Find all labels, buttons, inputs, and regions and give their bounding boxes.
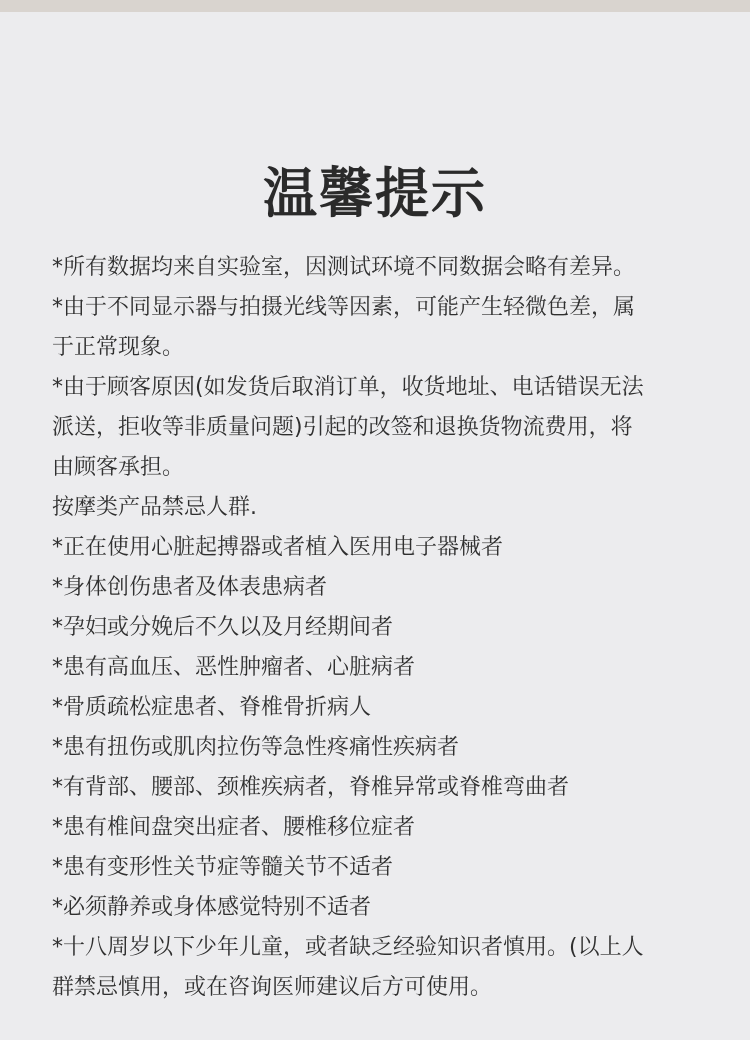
notice-line-5: 派送，拒收等非质量问题)引起的改签和退换货物流费用，将: [52, 415, 633, 440]
notice-line-3: 于正常现象。: [52, 335, 185, 360]
notice-line-18: *十八周岁以下少年儿童，或者缺乏经验知识者慎用。(以上人: [52, 935, 644, 960]
page-title: 温馨提示: [263, 162, 487, 226]
notice-line-12: *骨质疏松症患者、脊椎骨折病人: [52, 695, 372, 720]
notice-line-16: *患有变形性关节症等髓关节不适者: [52, 855, 394, 880]
notice-line-9: *身体创伤患者及体表患病者: [52, 575, 328, 600]
notice-line-15: *患有椎间盘突出症者、腰椎移位症者: [52, 815, 416, 840]
notice-line-7: 按摩类产品禁忌人群.: [52, 495, 257, 520]
notice-list: [52, 248, 704, 1008]
notice-line-8: *正在使用心脏起搏器或者植入医用电子器械者: [52, 535, 504, 560]
notice-line-13: *患有扭伤或肌肉拉伤等急性疼痛性疾病者: [52, 735, 460, 760]
notice-line-4: *由于顾客原因(如发货后取消订单，收货地址、电话错误无法: [52, 375, 644, 400]
top-strip: [0, 0, 750, 12]
notice-line-2: *由于不同显示器与拍摄光线等因素，可能产生轻微色差，属: [52, 295, 636, 320]
notice-page: [0, 12, 750, 1040]
notice-line-17: *必须静养或身体感觉特别不适者: [52, 895, 372, 920]
notice-line-1: *所有数据均来自实验室，因测试环境不同数据会略有差异。: [52, 255, 636, 280]
notice-line-14: *有背部、腰部、颈椎疾病者，脊椎异常或脊椎弯曲者: [52, 775, 570, 800]
notice-line-11: *患有高血压、恶性肿瘤者、心脏病者: [52, 655, 416, 680]
notice-line-10: *孕妇或分娩后不久以及月经期间者: [52, 615, 394, 640]
notice-line-6: 由顾客承担。: [52, 455, 185, 480]
notice-line-19: 群禁忌慎用，或在咨询医师建议后方可使用。: [52, 975, 493, 1000]
